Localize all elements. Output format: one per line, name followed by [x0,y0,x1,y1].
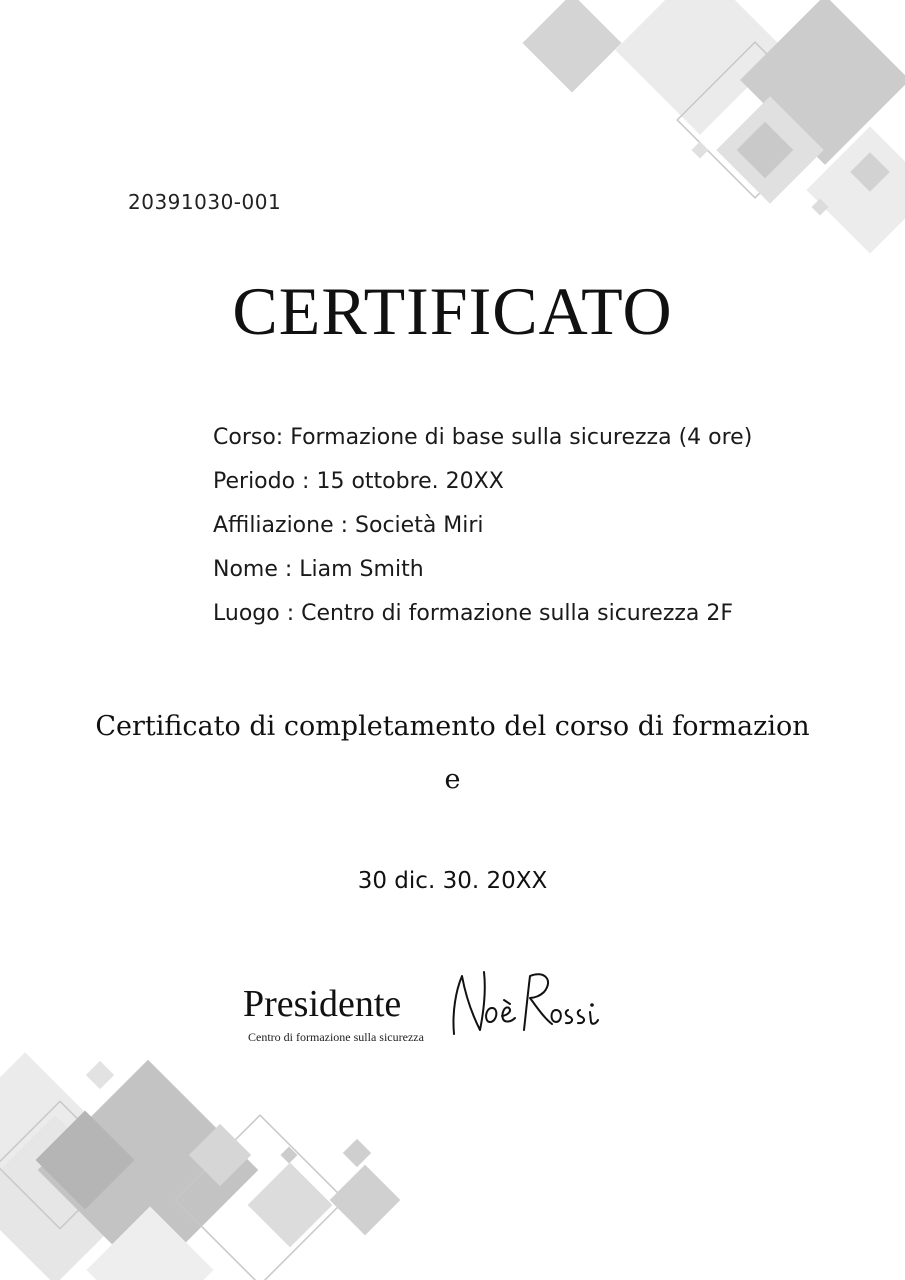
certificate-details [213,420,752,640]
signatory-organization: Centro di formazione sulla sicurezza [248,1030,424,1044]
detail-affiliation: Affiliazione : Società Miri [213,513,484,538]
certificate-number: 20391030-001 [128,190,282,214]
completion-statement: Certificato di completamento del corso di formazione [95,711,810,795]
decor-square [523,0,622,92]
certificate-title: CERTIFICATO [232,273,673,349]
detail-place: Luogo : Centro di formazione sulla sicurezza 2F [213,601,734,626]
decor-square [86,1061,114,1089]
detail-course: Corso: Formazione di base sulla sicurezza (4 ore) [213,425,753,450]
detail-name: Nome : Liam Smith [213,557,424,582]
decor-square [692,142,709,159]
decor-square [343,1139,371,1167]
signatory-role: Presidente [243,983,402,1025]
decor-square [330,1165,401,1236]
detail-period: Periodo : 15 ottobre. 20XX [213,469,504,494]
handwritten-signature [440,960,610,1045]
issue-date: 30 dic. 30. 20XX [357,868,548,894]
